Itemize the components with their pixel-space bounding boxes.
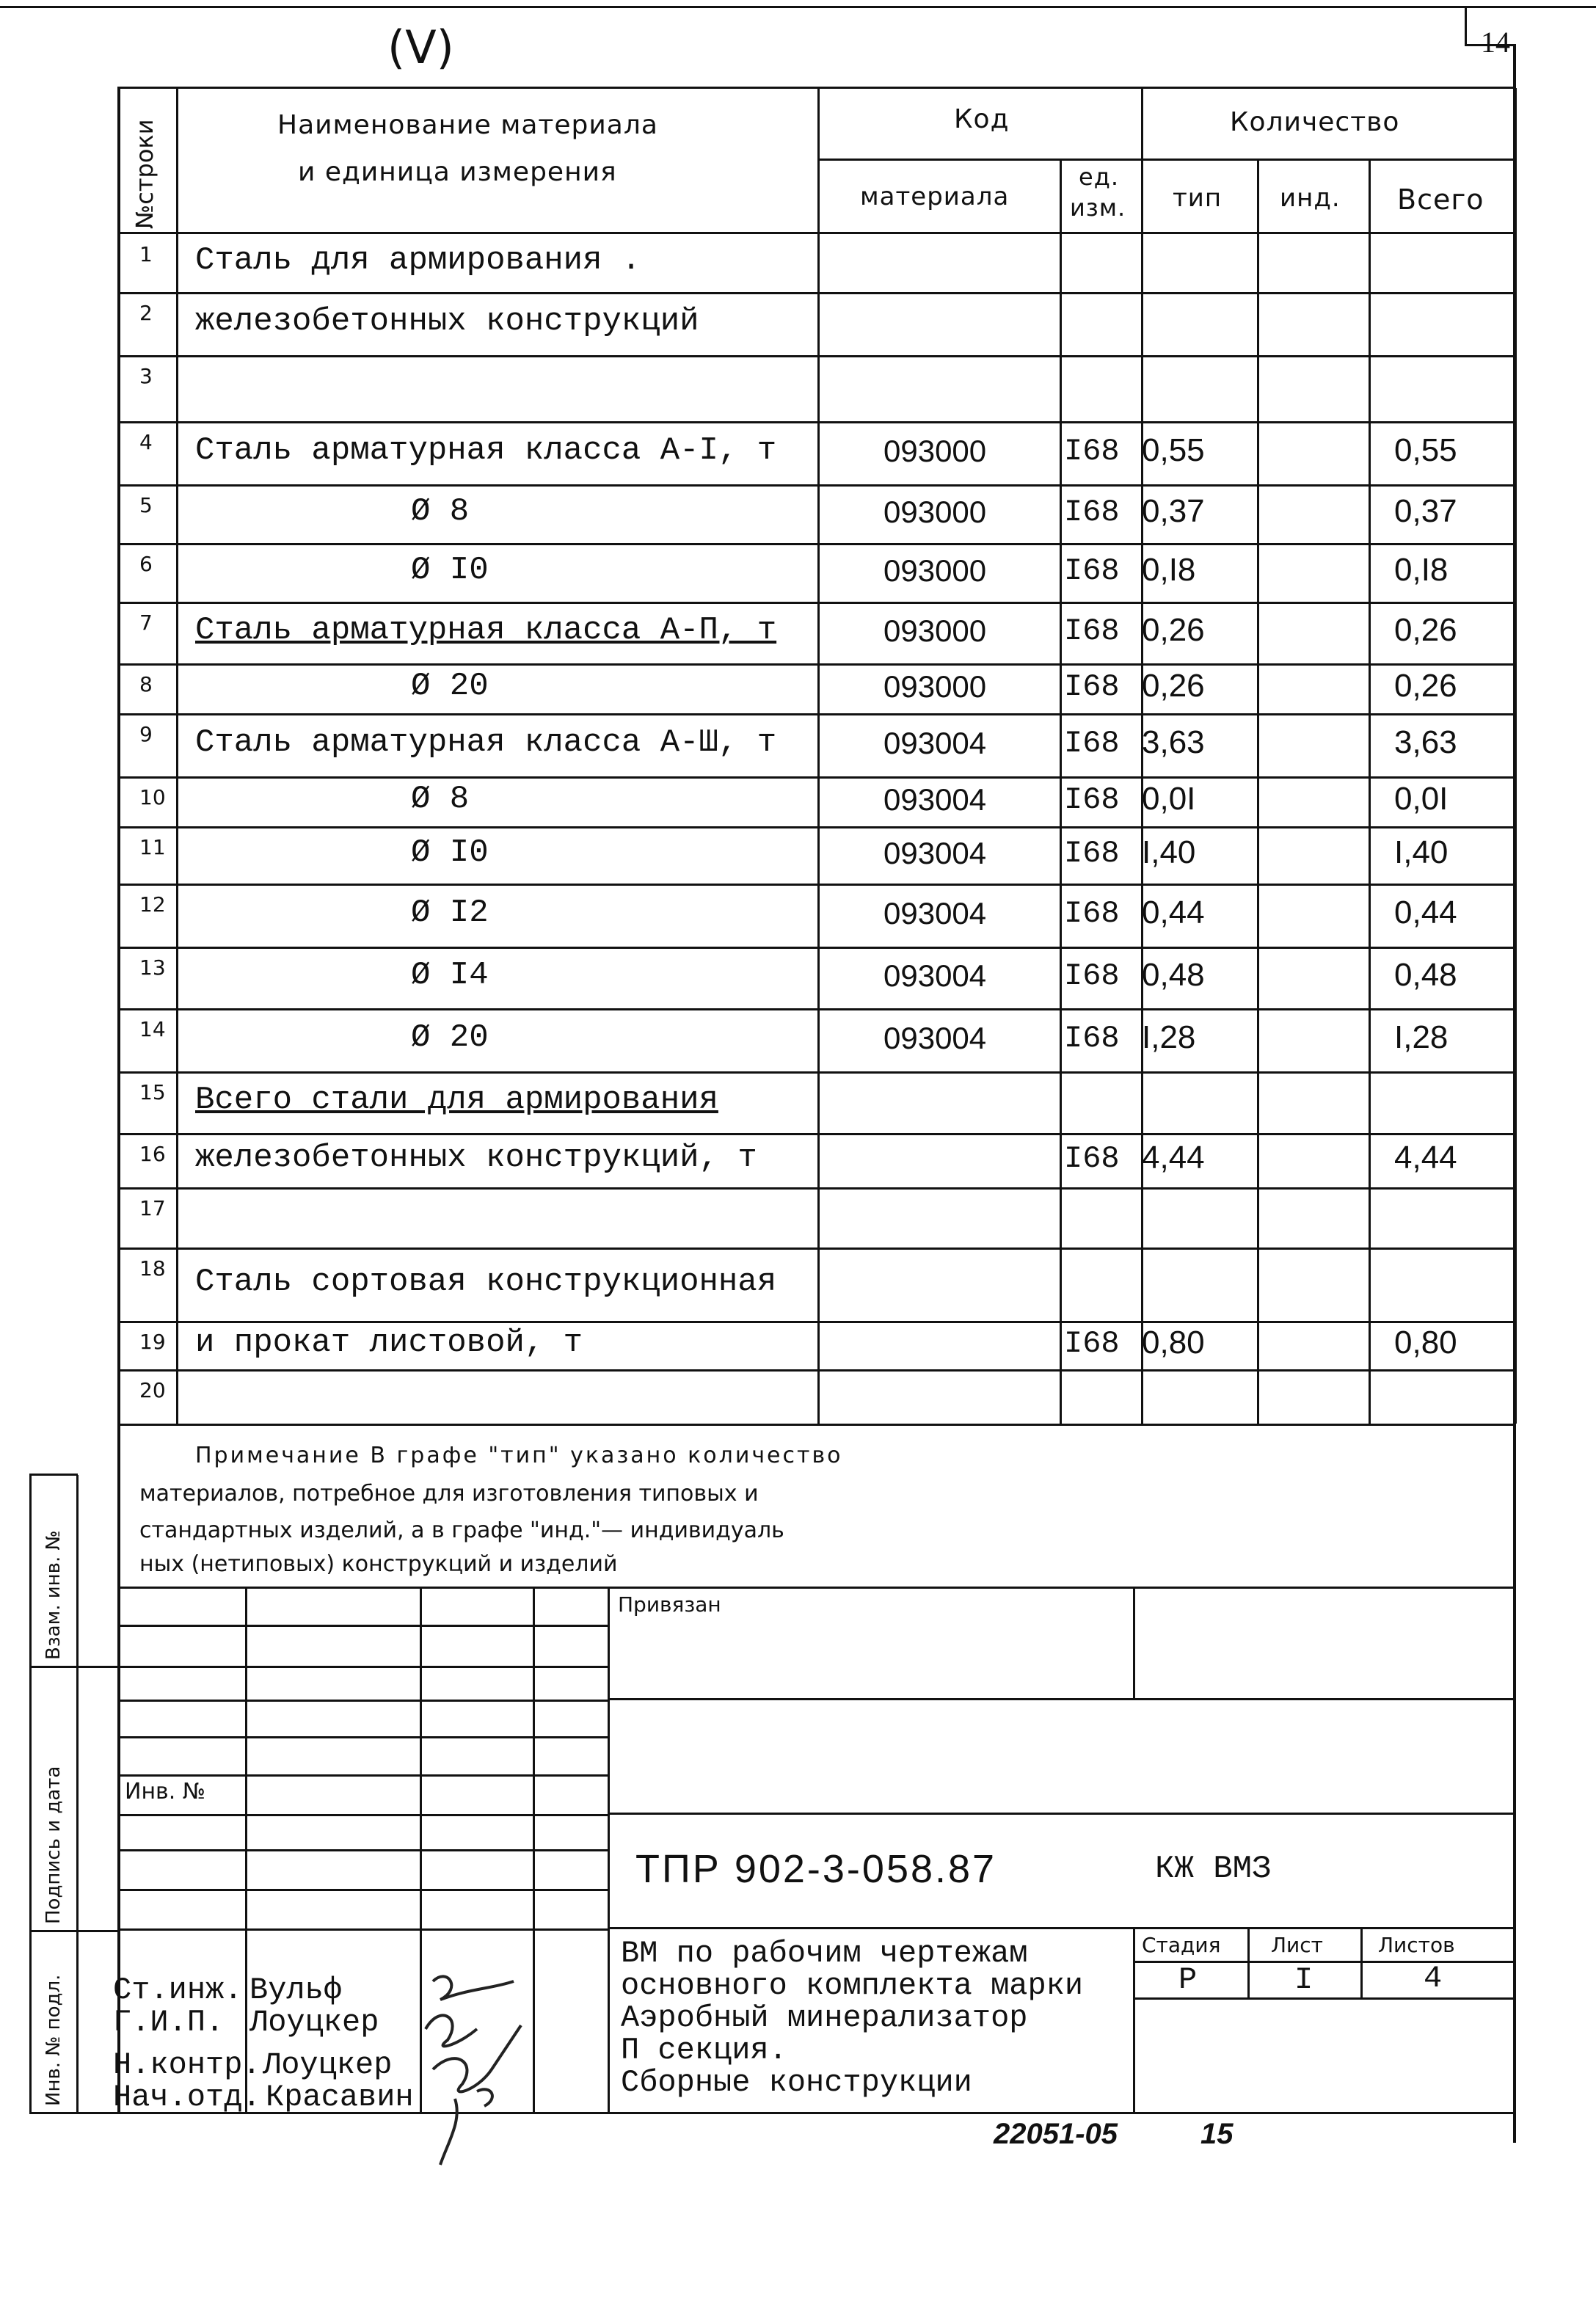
row-separator — [117, 1369, 1516, 1372]
row-name: Ø I0 — [411, 552, 489, 589]
hdr-sep-code — [1060, 160, 1062, 1424]
tb-stage-bottom — [1133, 1997, 1516, 2000]
row-name: Всего стали для армирования — [195, 1082, 718, 1118]
table-top-border — [117, 87, 1515, 89]
row-code: 093000 — [883, 553, 987, 588]
sheet-top-border — [0, 6, 1596, 8]
row-number: 15 — [139, 1080, 166, 1104]
row-unit: I68 — [1064, 669, 1120, 704]
row-type-qty: 0,26 — [1142, 612, 1205, 648]
row-separator — [117, 1247, 1516, 1250]
row-unit: I68 — [1064, 1021, 1120, 1056]
hdr-mid-line — [817, 159, 1516, 161]
hdr-type: тип — [1173, 183, 1222, 213]
tb-sheet-right — [1360, 1928, 1363, 1999]
row-number: 9 — [139, 722, 153, 746]
row-number: 17 — [139, 1196, 166, 1220]
tb-stage-value: Р — [1178, 1962, 1198, 1997]
row-number: 18 — [139, 1256, 166, 1281]
hdr-name-line1: Наименование материала — [277, 110, 658, 140]
row-separator — [117, 1187, 1516, 1190]
hdr-sep-right — [1515, 88, 1517, 1424]
row-separator — [117, 1321, 1516, 1323]
page-mark: (V) — [387, 21, 454, 74]
row-name: Сталь для армирования . — [195, 242, 641, 279]
tb-left-row6 — [117, 1814, 608, 1816]
row-total-qty: I,28 — [1394, 1019, 1449, 1055]
hdr-material: материала — [860, 182, 1010, 211]
tb-stage-left — [1133, 1928, 1135, 2112]
row-total-qty: I,40 — [1394, 834, 1449, 870]
row-type-qty: 0,55 — [1142, 432, 1205, 468]
row-unit: I68 — [1064, 836, 1120, 871]
tb-sheets-label: Листов — [1378, 1933, 1455, 1957]
row-separator — [117, 713, 1516, 715]
row-type-qty: 0,37 — [1142, 493, 1205, 529]
hdr-bottom-line — [117, 232, 1516, 234]
row-total-qty: 4,44 — [1394, 1140, 1457, 1176]
hdr-sep-name — [817, 88, 820, 1424]
row-type-qty: 0,44 — [1142, 895, 1205, 930]
tb-sheet-value: I — [1294, 1962, 1313, 1997]
tb-signer3-role: Н.контр. — [113, 2047, 261, 2083]
row-name: Ø I2 — [411, 895, 489, 931]
tb-left-row7 — [117, 1849, 608, 1851]
row-unit: I68 — [1064, 782, 1120, 817]
row-type-qty: 0,48 — [1142, 957, 1205, 993]
row-name: Сталь арматурная класса А-П, т — [195, 612, 777, 649]
row-number: 13 — [139, 955, 166, 980]
hdr-unit-line1: ед. — [1079, 163, 1119, 191]
row-unit: I68 — [1064, 495, 1120, 530]
row-number: 3 — [139, 364, 153, 388]
tb-col-privyazan-right — [1133, 1588, 1135, 1698]
hdr-rownum: №строки — [131, 119, 158, 229]
row-name: Ø 8 — [411, 493, 470, 530]
tb-signer4-name: Красавин — [266, 2080, 414, 2115]
row-number: 12 — [139, 892, 166, 917]
row-unit: I68 — [1064, 434, 1120, 469]
row-number: 19 — [139, 1330, 166, 1354]
row-number: 2 — [139, 301, 153, 325]
tb-inv-no: Инв. № — [125, 1779, 206, 1804]
side-label-vzam: Взам. инв. № — [43, 1530, 65, 1660]
row-unit: I68 — [1064, 1141, 1120, 1176]
hdr-sep-type — [1257, 160, 1259, 1424]
row-code: 093004 — [883, 836, 987, 870]
row-code: 093000 — [883, 495, 987, 529]
tb-signer2-role: Г.И.П. — [113, 2005, 225, 2040]
row-separator — [117, 1071, 1516, 1074]
row-name: Ø 20 — [411, 1019, 489, 1056]
note-line1: Примечание В графе "тип" указано количество — [195, 1443, 843, 1468]
tb-signer1-role: Ст.инж. — [113, 1973, 243, 2008]
tb-doc-code: ТПР 902-3-058.87 — [635, 1847, 997, 1891]
row-unit: I68 — [1064, 553, 1120, 589]
row-total-qty: 0,37 — [1394, 493, 1457, 529]
note-line2: материалов, потребное для изготовления типовых и — [139, 1481, 759, 1507]
row-name: Сталь арматурная класса А-I, т — [195, 432, 777, 469]
side-strip-top — [29, 1474, 78, 1476]
hdr-unit-line2: изм. — [1070, 194, 1126, 222]
side-strip-left — [29, 1475, 32, 2113]
row-separator — [117, 826, 1516, 828]
row-type-qty: 0,0I — [1142, 781, 1196, 817]
tb-signer2-name: Лоуцкер — [249, 2005, 379, 2040]
side-strip-right — [76, 1475, 79, 2113]
row-code: 093004 — [883, 896, 987, 930]
row-code: 093000 — [883, 613, 987, 648]
row-separator — [117, 947, 1516, 949]
row-unit: I68 — [1064, 726, 1120, 761]
hdr-ind: инд. — [1280, 183, 1341, 213]
row-type-qty: 3,63 — [1142, 724, 1205, 760]
tb-desc-line2: основного комплекта марки — [621, 1968, 1084, 2003]
tb-signer3-name: Лоуцкер — [263, 2047, 393, 2083]
row-separator — [117, 292, 1516, 294]
row-name: железобетонных конструкций — [195, 303, 699, 340]
row-name: Сталь арматурная класса А-Ш, т — [195, 724, 777, 761]
row-total-qty: 0,26 — [1394, 612, 1457, 648]
row-type-qty: I,28 — [1142, 1019, 1196, 1055]
hdr-name-line2: и единица измерения — [298, 157, 617, 187]
tb-left-row4 — [117, 1736, 608, 1738]
row-unit: I68 — [1064, 1326, 1120, 1361]
row-separator — [117, 776, 1516, 779]
row-total-qty: 0,48 — [1394, 957, 1457, 993]
row-type-qty: 0,I8 — [1142, 552, 1196, 588]
row-code: 093004 — [883, 958, 987, 993]
row-total-qty: 0,44 — [1394, 895, 1457, 930]
tb-privyazan: Привязан — [618, 1592, 721, 1617]
tb-left-row2 — [117, 1666, 608, 1668]
row-unit: I68 — [1064, 613, 1120, 649]
row-separator — [117, 884, 1516, 886]
note-line3: стандартных изделий, а в графе "инд."— индивидуаль — [139, 1518, 784, 1543]
row-unit: I68 — [1064, 958, 1120, 994]
side-strip-sep1 — [29, 1666, 120, 1668]
row-number: 4 — [139, 430, 153, 454]
row-separator — [117, 484, 1516, 487]
row-separator — [117, 543, 1516, 545]
hdr-qty: Количество — [1230, 107, 1400, 137]
tb-desc-line5: Сборные конструкции — [621, 2065, 972, 2100]
hdr-sep-rownum — [176, 88, 178, 1424]
row-name: Ø I0 — [411, 834, 489, 871]
side-label-inv-podl: Инв. № подл. — [43, 1974, 65, 2106]
tb-right-row1 — [608, 1698, 1516, 1700]
row-type-qty: I,40 — [1142, 834, 1196, 870]
row-number: 8 — [139, 672, 153, 696]
row-unit: I68 — [1064, 896, 1120, 931]
hdr-total: Всего — [1397, 183, 1484, 216]
row-type-qty: 0,80 — [1142, 1325, 1205, 1361]
side-label-podpis: Подпись и дата — [43, 1766, 65, 1924]
side-strip-sep2 — [29, 1930, 120, 1932]
row-total-qty: 0,26 — [1394, 668, 1457, 704]
tb-left-row8 — [117, 1889, 608, 1891]
row-total-qty: 3,63 — [1394, 724, 1457, 760]
row-number: 14 — [139, 1017, 166, 1041]
tb-left-row9 — [117, 1928, 608, 1931]
page-number: 14 — [1481, 26, 1510, 59]
table-bottom-line — [117, 1424, 1516, 1426]
footer-archive-no: 22051-05 — [994, 2118, 1118, 2150]
row-number: 11 — [139, 835, 166, 859]
tb-right-row3 — [608, 1927, 1516, 1929]
tb-signer1-name: Вульф — [249, 1973, 343, 2008]
row-separator — [117, 421, 1516, 423]
row-number: 6 — [139, 552, 153, 576]
tb-stage-right — [1247, 1928, 1250, 1999]
row-name: Сталь сортовая конструкционная — [195, 1264, 777, 1300]
tb-mark: КЖ ВМЗ — [1155, 1851, 1272, 1887]
row-name: Ø 8 — [411, 781, 470, 817]
note-line4: ных (нетиповых) конструкций и изделий — [139, 1551, 618, 1577]
row-total-qty: 0,0I — [1394, 781, 1449, 817]
tb-line-top — [117, 1587, 1516, 1589]
tb-signer4-role: Нач.отд. — [113, 2080, 261, 2115]
row-total-qty: 0,80 — [1394, 1325, 1457, 1361]
row-separator — [117, 355, 1516, 357]
tb-right-row2 — [608, 1813, 1516, 1815]
tb-desc-line3: Аэробный минерализатор — [621, 2000, 1028, 2036]
row-name: железобетонных конструкций, т — [195, 1140, 757, 1176]
row-name: и прокат листовой, т — [195, 1325, 583, 1361]
hdr-code: Код — [954, 104, 1010, 134]
row-name: Ø I4 — [411, 957, 489, 994]
row-separator — [117, 663, 1516, 666]
tb-sheet-label: Лист — [1271, 1933, 1323, 1957]
row-separator — [117, 602, 1516, 604]
row-code: 093000 — [883, 669, 987, 704]
row-number: 5 — [139, 493, 153, 517]
side-strip-bottom — [29, 2112, 120, 2114]
tb-left-row3 — [117, 1700, 608, 1702]
hdr-sep-ind — [1369, 160, 1371, 1424]
row-type-qty: 4,44 — [1142, 1140, 1205, 1176]
tb-left-row1 — [117, 1625, 608, 1627]
row-separator — [117, 1008, 1516, 1010]
row-code: 093004 — [883, 1021, 987, 1055]
row-code: 093000 — [883, 434, 987, 468]
row-code: 093004 — [883, 726, 987, 760]
tb-left-row5 — [117, 1774, 608, 1777]
page-number-box-left — [1465, 7, 1467, 45]
row-number: 16 — [139, 1142, 166, 1166]
tb-sheets-value: 4 — [1424, 1961, 1443, 1996]
row-number: 20 — [139, 1378, 166, 1402]
tb-desc-line4: П секция. — [621, 2033, 787, 2068]
row-separator — [117, 1133, 1516, 1135]
row-number: 7 — [139, 611, 153, 635]
row-type-qty: 0,26 — [1142, 668, 1205, 704]
row-total-qty: 0,55 — [1394, 432, 1457, 468]
row-number: 10 — [139, 785, 166, 809]
row-total-qty: 0,I8 — [1394, 552, 1449, 588]
row-number: 1 — [139, 242, 153, 266]
row-name: Ø 20 — [411, 668, 489, 704]
tb-col-d — [608, 1588, 610, 2112]
row-code: 093004 — [883, 782, 987, 817]
tb-stage-label: Стадия — [1142, 1933, 1221, 1957]
table-left-border — [117, 88, 120, 2113]
signatures-drawing — [411, 1959, 558, 2179]
tb-desc-line1: ВМ по рабочим чертежам — [621, 1936, 1028, 1971]
footer-page: 15 — [1200, 2118, 1234, 2150]
